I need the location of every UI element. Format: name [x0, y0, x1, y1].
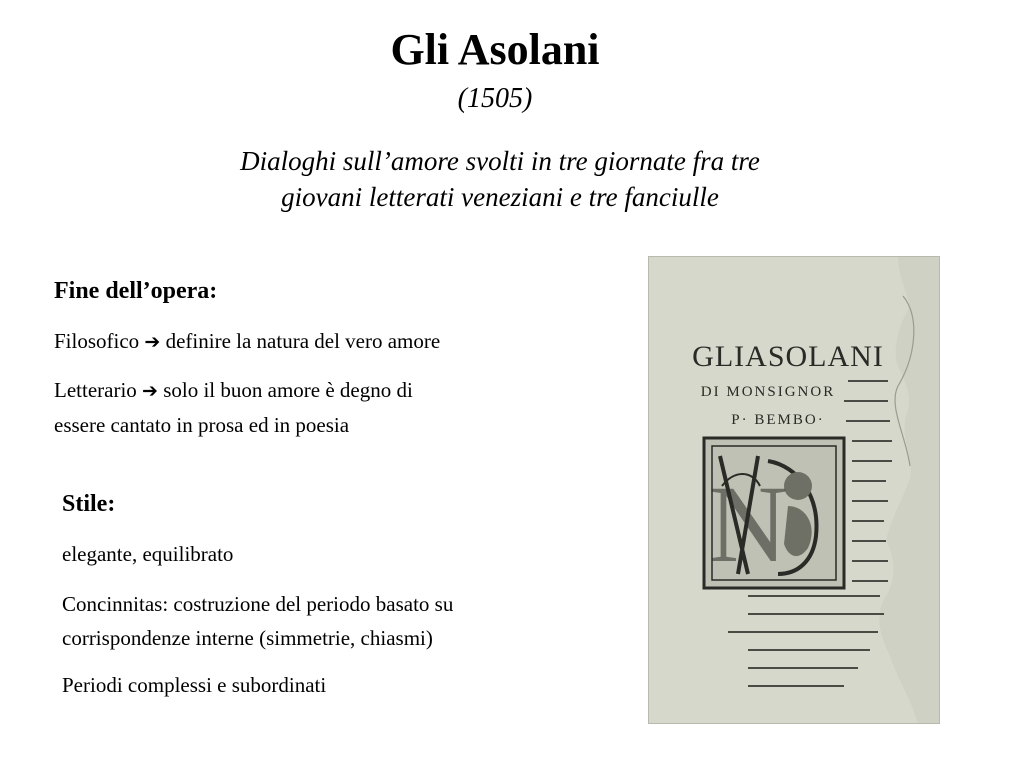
stile-item-2-line-2: corrispondenze interne (simmetrie, chiasmi) — [62, 626, 433, 650]
book-title-line-2: DI MONSIGNOR — [700, 384, 836, 400]
stile-item-3: Periodi complessi e subordinati — [62, 673, 327, 697]
slide-title: Gli Asolani — [390, 25, 600, 74]
fine-filosofico — [54, 324, 440, 359]
stile-item-2 — [62, 587, 622, 655]
right-arrow-icon: ➔ — [144, 331, 161, 353]
book-frontispiece-image — [648, 256, 940, 724]
slide-subtitle — [150, 143, 850, 215]
filosofico-text: definire la natura del vero amore — [165, 329, 441, 353]
subtitle-line-1: Dialoghi sull’amore svolti in tre giornate fra tre — [240, 146, 760, 176]
slide-year: (1505) — [457, 83, 533, 114]
subtitle-line-2: giovani letterati veneziani e tre fanciulle — [281, 182, 719, 212]
stile-item-1: elegante, equilibrato — [62, 542, 234, 566]
stile-heading: Stile: — [62, 491, 116, 517]
fine-heading: Fine dell’opera: — [54, 278, 218, 304]
filosofico-label: Filosofico — [54, 329, 140, 353]
letterario-text-line-1: solo il buon amore è degno di — [163, 378, 413, 402]
book-title-line-3: P· BEMBO· — [731, 412, 825, 428]
book-page-illustration — [648, 256, 940, 724]
letterario-label: Letterario — [54, 378, 137, 402]
right-arrow-icon: ➔ — [142, 380, 158, 402]
letterario-text-line-2: essere cantato in prosa ed in poesia — [54, 413, 350, 437]
woodcut-initial-letter: N — [708, 463, 788, 585]
book-title-line-1: GLIASOLANI — [692, 340, 884, 373]
stile-item-2-line-1: Concinnitas: costruzione del periodo basato su — [62, 592, 454, 616]
fine-letterario — [54, 373, 614, 442]
